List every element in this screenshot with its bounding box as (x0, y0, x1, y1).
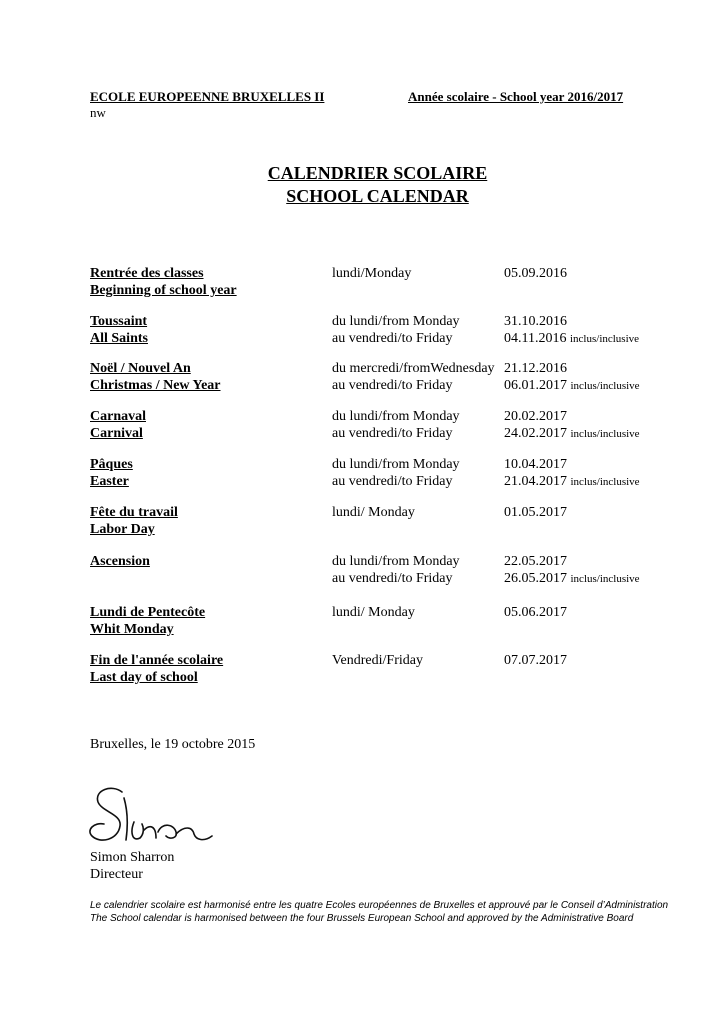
entry-name-fr: Noël / Nouvel An (90, 361, 191, 376)
calendar-entry (90, 457, 700, 491)
entry-name-en: Carnival (90, 426, 143, 441)
entry-date-start: 07.07.2017 (504, 653, 567, 668)
entry-name-fr: Toussaint (90, 314, 148, 329)
entry-day-start: lundi/ Monday (332, 505, 415, 520)
entry-date-end (504, 474, 640, 490)
entry-name-en: Beginning of school year (90, 283, 237, 298)
entry-day-start: du lundi/from Monday (332, 554, 460, 569)
calendar-entry (90, 554, 700, 588)
footer-note-en: The School calendar is harmonised between the four Brussels European School and approved by the Administrative Board (90, 913, 634, 924)
calendar-entry (90, 266, 700, 300)
entry-name-en: Whit Monday (90, 622, 174, 637)
calendar-entry (90, 409, 700, 443)
entry-date-start: 22.05.2017 (504, 554, 567, 569)
inclusive-note: inclus/inclusive (570, 476, 640, 488)
signatory-name: Simon Sharron (90, 850, 175, 865)
entry-day-start: du lundi/from Monday (332, 314, 460, 329)
calendar-entry (90, 605, 700, 639)
entry-name-en: Labor Day (90, 522, 155, 537)
entry-name-fr: Rentrée des classes (90, 266, 204, 281)
calendar-entry (90, 505, 700, 539)
school-year: Année scolaire - School year 2016/2017 (408, 89, 624, 104)
entry-day-end: au vendredi/to Friday (332, 331, 453, 346)
entry-name-en: All Saints (90, 331, 148, 346)
entry-day-start: du mercredi/fromWednesday (332, 361, 495, 376)
entry-date-end-value: 21.04.2017 (504, 474, 567, 489)
entry-date-start: 05.06.2017 (504, 605, 567, 620)
entry-date-end (504, 331, 639, 347)
calendar-entry (90, 361, 700, 395)
entry-name-fr: Carnaval (90, 409, 146, 424)
school-name: ECOLE EUROPEENNE BRUXELLES II (90, 89, 325, 104)
entry-day-end: au vendredi/to Friday (332, 378, 453, 393)
inclusive-note: inclus/inclusive (569, 333, 640, 345)
entry-date-end-value: 06.01.2017 (504, 378, 567, 393)
entry-name-fr: Fête du travail (90, 505, 178, 520)
entry-date-start: 05.09.2016 (504, 266, 567, 281)
entry-date-start: 31.10.2016 (504, 314, 567, 329)
entry-name-en: Easter (90, 474, 129, 489)
entry-date-start: 01.05.2017 (504, 505, 567, 520)
entry-name-fr: Pâques (90, 457, 133, 472)
entry-name-fr: Fin de l'année scolaire (90, 653, 224, 668)
entry-day-end: au vendredi/to Friday (332, 571, 453, 586)
inclusive-note: inclus/inclusive (570, 380, 640, 392)
title-fr: CALENDRIER SCOLAIRE (267, 163, 488, 183)
inclusive-note: inclus/inclusive (570, 428, 640, 440)
inclusive-note: inclus/inclusive (570, 573, 640, 585)
title-en: SCHOOL CALENDAR (286, 186, 469, 206)
entry-date-start: 10.04.2017 (504, 457, 567, 472)
entry-day-start: Vendredi/Friday (332, 653, 423, 668)
signatory-title: Directeur (90, 867, 143, 882)
entry-date-end (504, 378, 640, 394)
entry-name-fr: Ascension (90, 554, 150, 569)
entry-day-start: lundi/Monday (332, 266, 412, 281)
entry-date-end (504, 426, 640, 442)
signature-image (84, 782, 244, 854)
place-and-date: Bruxelles, le 19 octobre 2015 (90, 737, 256, 752)
footer-note-fr: Le calendrier scolaire est harmonisé entre les quatre Ecoles européennes de Bruxelles et approuvé par le Conseil d’Administration (90, 900, 669, 911)
entry-day-start: du lundi/from Monday (332, 457, 460, 472)
entry-date-end-value: 04.11.2016 (504, 331, 567, 346)
entry-date-end-value: 24.02.2017 (504, 426, 567, 441)
calendar-entry (90, 653, 700, 687)
author-initials: nw (90, 105, 106, 120)
entry-day-start: du lundi/from Monday (332, 409, 460, 424)
entry-day-end: au vendredi/to Friday (332, 474, 453, 489)
entry-day-start: lundi/ Monday (332, 605, 415, 620)
entry-date-start: 21.12.2016 (504, 361, 567, 376)
entry-date-end-value: 26.05.2017 (504, 571, 567, 586)
entry-name-fr: Lundi de Pentecôte (90, 605, 206, 620)
entry-name-en: Christmas / New Year (90, 378, 221, 393)
entry-day-end: au vendredi/to Friday (332, 426, 453, 441)
calendar-entry (90, 314, 700, 348)
entry-date-end (504, 571, 640, 587)
entry-name-en: Last day of school (90, 670, 198, 685)
entry-date-start: 20.02.2017 (504, 409, 567, 424)
